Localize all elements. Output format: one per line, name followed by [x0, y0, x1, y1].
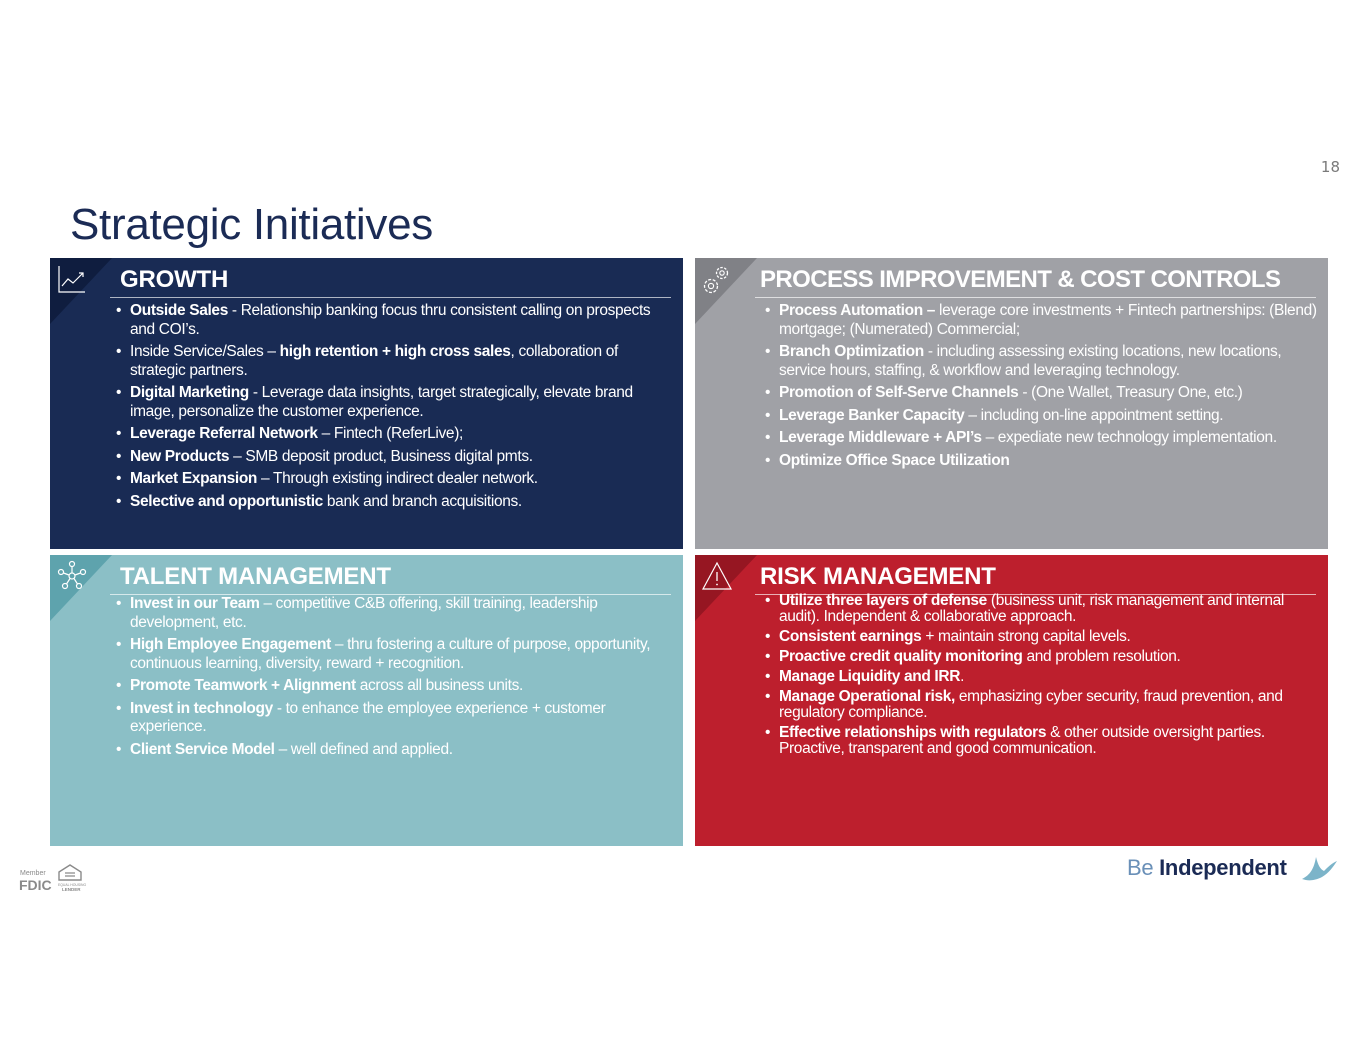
- fdic-equal-housing-logo: [18, 862, 88, 894]
- list-item: [116, 741, 669, 760]
- talent-heading: TALENT MANAGEMENT: [120, 563, 391, 590]
- trending-up-chart-icon: [55, 262, 89, 296]
- list-item: [765, 689, 1318, 721]
- talent-panel: [50, 555, 683, 846]
- item-emphasis: Optimize Office Space Utilization: [779, 451, 1010, 469]
- brand-independent: Independent: [1159, 855, 1287, 880]
- item-emphasis: Process Automation –: [779, 302, 936, 319]
- team-people-icon: [55, 559, 89, 593]
- item-emphasis: Manage Liquidity and IRR: [779, 668, 961, 685]
- item-emphasis: Leverage Middleware + API’s: [779, 429, 982, 446]
- item-text: (business unit, risk management and internal audit). Independent & collaborative approach.: [779, 592, 1284, 625]
- list-item: [765, 302, 1318, 339]
- list-item: [116, 425, 669, 444]
- item-text: & other outside oversight parties. Proactive, transparent and good communication.: [779, 724, 1265, 757]
- process-heading: PROCESS IMPROVEMENT & COST CONTROLS: [760, 266, 1281, 293]
- list-item: [765, 429, 1318, 448]
- item-text: – including on-line appointment setting.: [964, 406, 1224, 424]
- risk-panel: [695, 555, 1328, 846]
- risk-heading: RISK MANAGEMENT: [760, 563, 996, 590]
- list-item: [765, 452, 1318, 471]
- list-item: [765, 407, 1318, 426]
- item-emphasis: Digital Marketing: [130, 384, 249, 401]
- item-text: – Fintech (ReferLive);: [317, 425, 463, 442]
- list-item: [765, 384, 1318, 403]
- page-title: Strategic Initiatives: [70, 200, 433, 249]
- item-text: - including assessing existing locations, new locations, service hours, staffing, & workflow and leveraging technology.: [779, 343, 1282, 379]
- item-emphasis: Leverage Referral Network: [130, 425, 318, 442]
- item-emphasis: Client Service Model: [130, 740, 275, 758]
- item-emphasis: Outside Sales: [130, 302, 228, 319]
- item-text: – well defined and applied.: [274, 740, 453, 758]
- process-list: [765, 302, 1318, 474]
- brand-be: Be: [1127, 855, 1154, 880]
- item-emphasis: Proactive credit quality monitoring: [779, 648, 1023, 665]
- item-text: - Leverage data insights, target strategically, elevate brand image, personalize the customer experience.: [130, 384, 633, 420]
- fdic-text: FDIC: [19, 877, 52, 893]
- talent-list: [116, 595, 669, 763]
- list-item: [116, 470, 669, 489]
- item-emphasis: Manage Operational risk,: [779, 688, 955, 705]
- growth-heading: GROWTH: [120, 266, 229, 293]
- list-item: [116, 343, 669, 380]
- item-text: - Relationship banking focus thru consistent calling on prospects and COI’s.: [130, 302, 651, 338]
- item-emphasis: High Employee Engagement: [130, 636, 331, 653]
- item-text: bank and branch acquisitions.: [322, 492, 522, 510]
- list-item: [116, 302, 669, 339]
- item-text: emphasizing cyber security, fraud prevention, and regulatory compliance.: [779, 688, 1283, 721]
- list-item: [116, 700, 669, 737]
- item-text: – Through existing indirect dealer network.: [257, 470, 538, 487]
- item-emphasis: Branch Optimization: [779, 343, 924, 360]
- svg-text:LENDER: LENDER: [62, 887, 81, 892]
- item-text: – expediate new technology implementation.: [981, 429, 1277, 446]
- item-emphasis: Invest in technology: [130, 699, 273, 717]
- item-text: Inside Service/Sales –: [130, 343, 280, 360]
- bird-logo-icon: [1300, 853, 1338, 883]
- item-text: - (One Wallet, Treasury One, etc.): [1018, 384, 1243, 401]
- item-emphasis: New Products: [130, 447, 230, 465]
- growth-list: [116, 302, 669, 515]
- heading-divider: [110, 297, 671, 298]
- list-item: [765, 593, 1318, 625]
- item-text: leverage core investments + Fintech partnerships: (Blend) mortgage; (Numerated) Commercial;: [779, 302, 1317, 338]
- item-text: .: [960, 668, 965, 685]
- item-emphasis: Selective and opportunistic: [130, 492, 323, 510]
- item-emphasis: Promotion of Self-Serve Channels: [779, 384, 1019, 401]
- list-item: [116, 448, 669, 467]
- item-emphasis: Consistent earnings: [779, 628, 922, 645]
- growth-panel: [50, 258, 683, 549]
- item-emphasis: Utilize three layers of defense: [779, 592, 987, 609]
- gears-icon: [700, 262, 734, 296]
- item-emphasis: Market Expansion: [130, 470, 258, 487]
- list-item: [116, 677, 669, 696]
- list-item: [765, 725, 1318, 757]
- list-item: [116, 636, 669, 673]
- item-emphasis: Promote Teamwork + Alignment: [130, 677, 356, 694]
- fdic-member-text: Member: [20, 870, 46, 877]
- item-text: – thru fostering a culture of purpose, opportunity, continuous learning, diversity, reward + recognition.: [130, 636, 651, 672]
- page-number: 18: [1320, 158, 1340, 176]
- list-item: [765, 629, 1318, 645]
- item-text: and problem resolution.: [1022, 648, 1181, 665]
- risk-list: [765, 593, 1318, 761]
- item-emphasis: Leverage Banker Capacity: [779, 406, 965, 424]
- process-panel: [695, 258, 1328, 549]
- list-item: [765, 649, 1318, 665]
- item-emphasis: high retention + high cross sales: [279, 343, 511, 360]
- brand-logo: [1127, 855, 1287, 891]
- item-text: – SMB deposit product, Business digital pmts.: [229, 447, 533, 465]
- list-item: [116, 384, 669, 421]
- list-item: [765, 343, 1318, 380]
- item-text: - to enhance the employee experience + customer experience.: [130, 699, 606, 735]
- list-item: [116, 595, 669, 632]
- item-text: , collaboration of strategic partners.: [130, 343, 618, 379]
- item-emphasis: Effective relationships with regulators: [779, 724, 1047, 741]
- list-item: [765, 669, 1318, 685]
- heading-divider: [755, 297, 1316, 298]
- equal-housing-text: EQUAL HOUSING: [58, 883, 87, 887]
- warning-triangle-icon: [700, 559, 734, 593]
- item-text: across all business units.: [355, 677, 523, 694]
- item-emphasis: Invest in our Team: [130, 595, 260, 612]
- item-text: + maintain strong capital levels.: [921, 628, 1131, 645]
- item-text: – competitive C&B offering, skill training, leadership development, etc.: [130, 595, 598, 631]
- list-item: [116, 493, 669, 512]
